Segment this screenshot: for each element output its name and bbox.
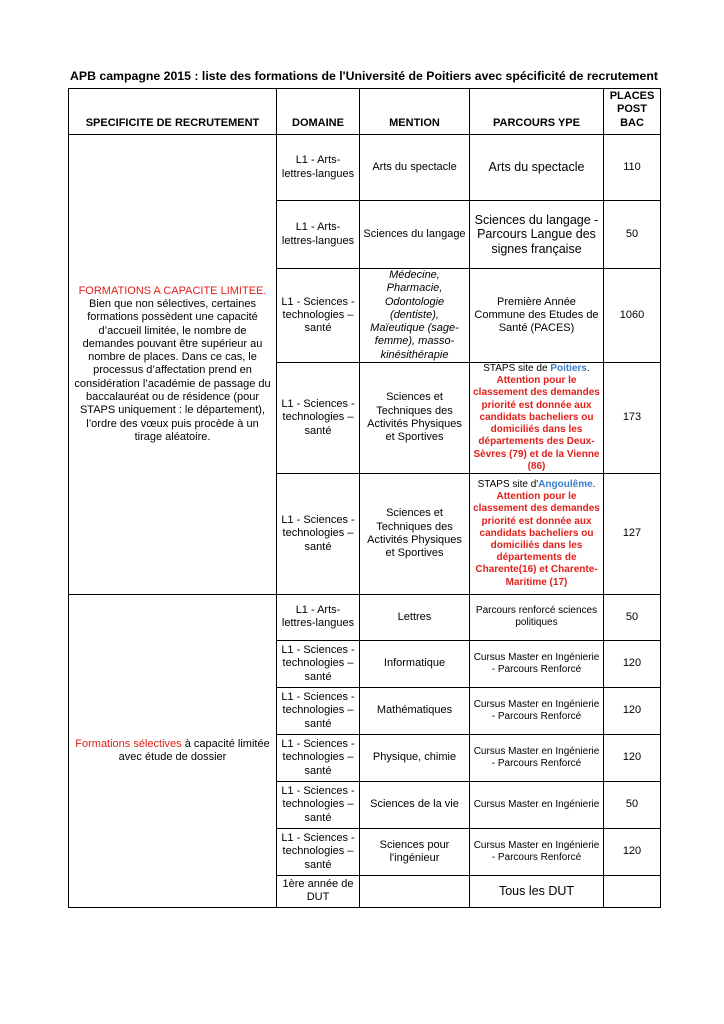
- header-places: [604, 89, 661, 135]
- cell-places: 1060: [604, 269, 661, 363]
- parcours-warning: Attention pour le classement des demandes priorité est donnée aux candidats bacheliers ou domiciliés dans les départements des Deux-Sèvres (79) et de la Vienne (86): [473, 375, 600, 472]
- cell-places: 50: [604, 781, 661, 828]
- cell-mention: Sciences pour l'ingénieur: [360, 828, 470, 875]
- cell-parcours: Cursus Master en Ingénierie - Parcours Renforcé: [470, 687, 604, 734]
- cell-places: 50: [604, 201, 661, 269]
- cell-domaine: L1 - Arts-lettres-langues: [277, 135, 360, 201]
- cell-domaine: L1 - Arts-lettres-langues: [277, 201, 360, 269]
- table-row: [69, 594, 661, 640]
- cell-parcours: Première Année Commune des Etudes de Santé (PACES): [470, 269, 604, 363]
- parcours-site: Poitiers: [550, 363, 587, 375]
- cell-parcours: Cursus Master en Ingénierie: [470, 781, 604, 828]
- cell-mention: [360, 875, 470, 907]
- group1-heading: FORMATIONS A CAPACITE LIMITEE.: [78, 284, 267, 297]
- header-row: [69, 89, 661, 135]
- cell-mention: Médecine, Pharmacie, Odontologie (dentiste), Maïeutique (sage-femme), masso-kinésithérapie: [360, 269, 470, 363]
- header-places-line3: BAC: [620, 116, 644, 129]
- cell-places: 120: [604, 687, 661, 734]
- header-parcours: PARCOURS YPE: [470, 89, 604, 135]
- cell-places: 120: [604, 640, 661, 687]
- group2-heading-rest: à capacité limitée avec étude de dossier: [118, 737, 270, 763]
- group2-heading-red: Formations sélectives: [75, 737, 182, 750]
- cell-domaine: L1 - Sciences - technologies – santé: [277, 781, 360, 828]
- cell-parcours: Cursus Master en Ingénierie - Parcours Renforcé: [470, 734, 604, 781]
- cell-places: 120: [604, 828, 661, 875]
- table-row: [69, 135, 661, 201]
- cell-domaine: L1 - Sciences - technologies – santé: [277, 363, 360, 474]
- group1-text: Bien que non sélectives, certaines formations possèdent une capacité d’accueil limitée, le nombre de demandes pouvant être supérieur au nombre de places. Dans ce cas, le processus d’affectation prend en considération l’académie de passage du baccalauréat ou de résidence (pour STAPS uniquement : le département), l’ordre des vœux puis procède à un tirage aléatoire.: [74, 297, 271, 443]
- cell-parcours: Cursus Master en Ingénierie - Parcours Renforcé: [470, 828, 604, 875]
- cell-mention: Physique, chimie: [360, 734, 470, 781]
- cell-parcours: [470, 363, 604, 474]
- cell-domaine: L1 - Sciences - technologies – santé: [277, 269, 360, 363]
- cell-places: 50: [604, 594, 661, 640]
- cell-places: 127: [604, 473, 661, 594]
- cell-domaine: L1 - Sciences - technologies – santé: [277, 734, 360, 781]
- header-places-line2: POST: [617, 103, 647, 116]
- group1-specificite: [69, 135, 277, 595]
- parcours-site: Angoulême: [538, 478, 593, 490]
- cell-mention: Sciences du langage: [360, 201, 470, 269]
- cell-domaine: L1 - Sciences - technologies – santé: [277, 473, 360, 594]
- header-specificite: SPECIFICITE DE RECRUTEMENT: [69, 89, 277, 135]
- cell-domaine: L1 - Sciences - technologies – santé: [277, 687, 360, 734]
- cell-parcours: Arts du spectacle: [470, 135, 604, 201]
- cell-mention: Informatique: [360, 640, 470, 687]
- cell-places: 173: [604, 363, 661, 474]
- cell-domaine: 1ère année de DUT: [277, 875, 360, 907]
- cell-parcours: Parcours renforcé sciences politiques: [470, 594, 604, 640]
- cell-mention: Sciences de la vie: [360, 781, 470, 828]
- cell-mention: Arts du spectacle: [360, 135, 470, 201]
- formations-table: [68, 88, 661, 908]
- document-title: APB campagne 2015 : liste des formations de l'Université de Poitiers avec spécificité de recrutement: [70, 69, 658, 83]
- cell-mention: Mathématiques: [360, 687, 470, 734]
- cell-domaine: L1 - Sciences - technologies – santé: [277, 828, 360, 875]
- group2-specificite: [69, 594, 277, 907]
- cell-domaine: L1 - Sciences - technologies – santé: [277, 640, 360, 687]
- parcours-prefix: STAPS site d': [477, 478, 539, 490]
- cell-parcours: Tous les DUT: [470, 875, 604, 907]
- parcours-prefix: STAPS site de: [483, 363, 551, 375]
- cell-places: [604, 875, 661, 907]
- header-domaine: DOMAINE: [277, 89, 360, 135]
- header-mention: MENTION: [360, 89, 470, 135]
- cell-domaine: L1 - Arts-lettres-langues: [277, 594, 360, 640]
- header-places-line1: PLACES: [609, 90, 655, 103]
- parcours-suffix: .: [592, 478, 596, 490]
- parcours-warning: Attention pour le classement des demandes priorité est donnée aux candidats bacheliers ou domiciliés dans les départements de Charente(16) et Charente-Maritime (17): [473, 491, 600, 588]
- parcours-suffix: .: [586, 363, 590, 375]
- cell-mention: Sciences et Techniques des Activités Physiques et Sportives: [360, 363, 470, 474]
- cell-mention: Lettres: [360, 594, 470, 640]
- cell-mention: Sciences et Techniques des Activités Physiques et Sportives: [360, 473, 470, 594]
- cell-places: 110: [604, 135, 661, 201]
- cell-parcours: Sciences du langage - Parcours Langue des signes française: [470, 201, 604, 269]
- cell-parcours: [470, 473, 604, 594]
- cell-places: 120: [604, 734, 661, 781]
- cell-parcours: Cursus Master en Ingénierie - Parcours Renforcé: [470, 640, 604, 687]
